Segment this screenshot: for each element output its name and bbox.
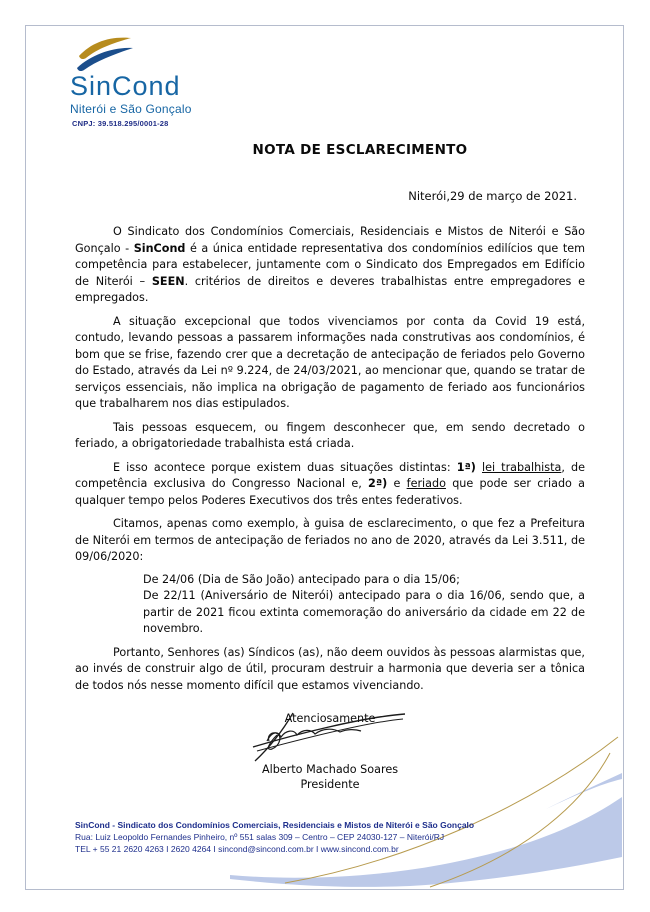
paragraph-example: Citamos, apenas como exemplo, à guisa de esclarecimento, o que fez a Prefeitura de Niterói em termos de antecipação de feriados no ano de 2020, através da Lei 3.511, de 09/06/2020: xyxy=(75,517,585,563)
logo-subtitle: Niterói e São Gonçalo xyxy=(70,102,192,116)
closing-block xyxy=(75,711,585,792)
footer-address-line: Rua: Luiz Leopoldo Fernandes Pinheiro, nº 551 salas 309 – Centro – CEP 24030-127 – Niterói/RJ xyxy=(75,832,445,842)
logo-name: SinCond xyxy=(70,71,181,101)
document-title: NOTA DE ESCLARECIMENTO xyxy=(252,142,468,158)
logo xyxy=(70,36,192,128)
footer xyxy=(75,819,600,855)
list-item-sao-joao: De 24/06 (Dia de São João) antecipado para o dia 15/06; xyxy=(143,572,460,586)
paragraph-obligation: Tais pessoas esquecem, ou fingem desconhecer que, em sendo decretado o feriado, a obrigatoriedade trabalhista está criada. xyxy=(75,420,585,450)
paragraph-conclusion: Portanto, Senhores (as) Síndicos (as), não deem ouvidos às pessoas alarmistas que, ao invés de construir algo de útil, procuram destruir a harmonia que deveria ser a tônica de todos nós nesse momento difícil que estamos vivenciando. xyxy=(75,645,585,692)
footer-contact-line: TEL + 55 21 2620 4263 I 2620 4264 I sincond@sincond.com.br I www.sincond.com.br xyxy=(75,844,399,854)
signer-name: Alberto Machado Soares xyxy=(261,763,399,776)
holiday-list xyxy=(143,572,585,638)
letter-content xyxy=(75,142,585,792)
logo-swoosh-icon xyxy=(76,36,134,72)
footer-org-line: SinCond - Sindicato dos Condomínios Comerciais, Residenciais e Mistos de Niterói e São Gonçalo xyxy=(75,820,475,830)
logo-cnpj: CNPJ: 39.518.295/0001-28 xyxy=(72,119,169,128)
closing-salutation: Atenciosamente xyxy=(284,712,376,725)
date-line: Niterói,29 de março de 2021. xyxy=(408,189,577,203)
list-item-aniversario: De 22/11 (Aniversário de Niterói) antecipado para o dia 16/06, sendo que, a partir de 2021 ficou extinta comemoração do aniversário da cidade em 22 de novembro. xyxy=(143,589,585,635)
paragraph-intro: O Sindicato dos Condomínios Comerciais, Residenciais e Mistos de Niterói e São Gonçalo - SinCond é a única entidade representativa dos condomínios edilícios que tem competência para estabelecer, juntamente com o Sindicato dos Empregados em Edifício de Niterói – SEEN. critérios de direitos e deveres trabalhistas entre empregadores e empregados. xyxy=(75,225,586,304)
paragraph-distinctions: E isso acontece porque existem duas situações distintas: 1ª) lei trabalhista, de competência exclusiva do Congresso Nacional e, 2ª) e feriado que pode ser criado a qualquer tempo pelos Poderes Executivos dos três entes federativos. xyxy=(75,460,586,507)
paragraph-covid: A situação excepcional que todos vivenciamos por conta da Covid 19 está, contudo, levando pessoas a passarem informações nada construtivas aos condomínios, é bom que se frise, fazendo crer que a decretação de antecipação de feriados pelo Governo do Estado, através da Lei nº 9.224, de 24/03/2021, ao mencionar que, quando se tratar de serviços essenciais, não implica na obrigação de pagamento de feriado aos funcionários que trabalharem nos dias estipulados. xyxy=(75,314,585,410)
signature-graphic xyxy=(243,703,413,765)
signer-role: Presidente xyxy=(300,778,360,791)
